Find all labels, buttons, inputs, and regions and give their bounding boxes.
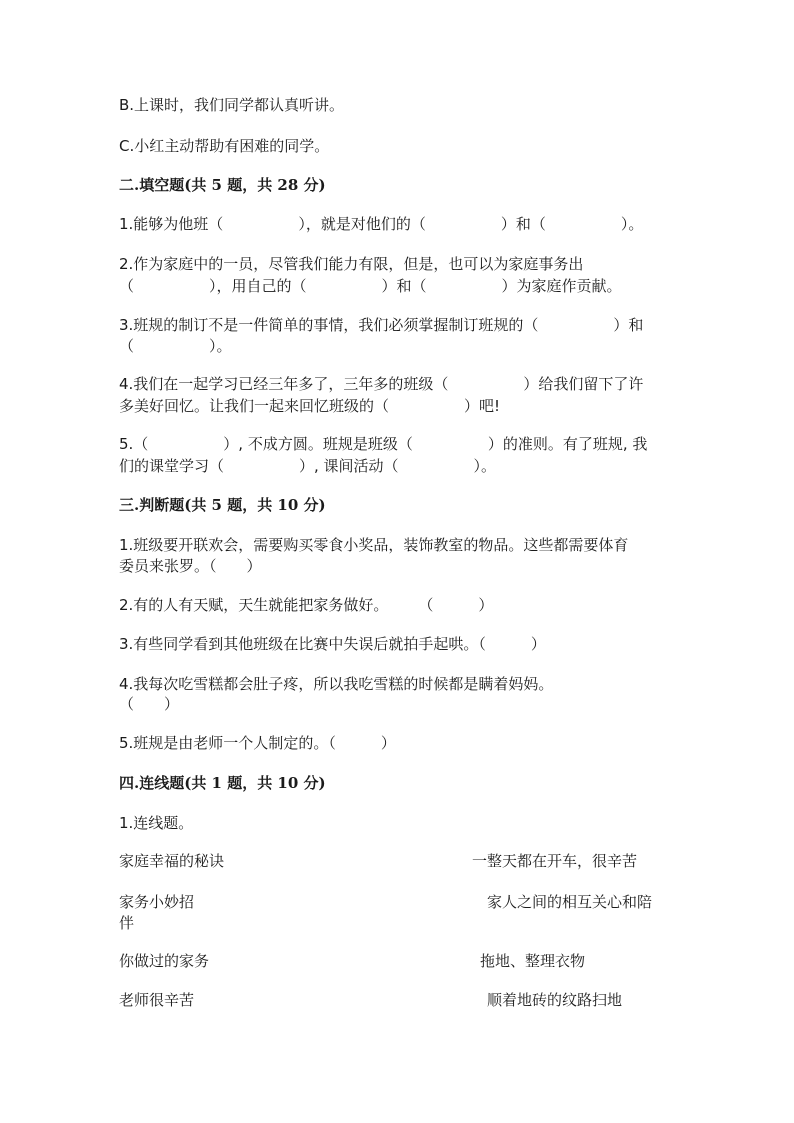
judge-q1-line1: 1.班级要开联欢会，需要购买零食小奖品，装饰教室的物品。这些都需要体育 [119,536,629,554]
match-q1: 1.连线题。 [119,814,194,832]
fill-q4-line1: 4.我们在一起学习已经三年多了，三年多的班级（ ）给我们留下了许 [119,375,644,393]
fill-q1: 1.能够为他班（ ），就是对他们的（ ）和（ ）。 [119,215,644,233]
match-left-item: 家庭幸福的秘诀 [119,852,225,870]
judge-q4-line2: （ ） [119,695,180,713]
match-left-item: 老师很辛苦 [119,991,195,1009]
judge-q4-line1: 4.我每次吃雪糕都会肚子疼，所以我吃雪糕的时候都是瞒着妈妈。 [119,675,554,693]
fill-q3-line2: （ ）。 [119,337,232,355]
fill-q2-line1: 2.作为家庭中的一员，尽管我们能力有限，但是，也可以为家庭事务出 [119,255,584,273]
section-3-title: 三.判断题(共 5 题，共 10 分) [119,496,326,514]
fill-q4-line2: 多美好回忆。让我们一起来回忆班级的（ ）吧! [119,397,501,415]
option-c: C.小红主动帮助有困难的同学。 [119,137,330,155]
match-left-item: 家务小妙招 [119,893,195,911]
match-left-item: 你做过的家务 [119,952,210,970]
option-b: B.上课时，我们同学都认真听讲。 [119,96,345,114]
judge-q3: 3.有些同学看到其他班级在比赛中失误后就拍手起哄。（ ） [119,635,546,653]
match-right-item: 顺着地砖的纹路扫地 [487,991,623,1009]
fill-q5-line1: 5.（ ）, 不成方圆。班规是班级（ ）的准则。有了班规, 我 [119,435,648,453]
match-right-item: 一整天都在开车，很辛苦 [472,852,638,870]
fill-q2-line2: （ ），用自己的（ ）和（ ）为家庭作贡献。 [119,277,622,295]
match-right-item: 家人之间的相互关心和陪 [487,893,653,911]
section-4-title: 四.连线题(共 1 题，共 10 分) [119,774,326,792]
fill-q3-line1: 3.班规的制订不是一件简单的事情，我们必须掌握制订班规的（ ）和 [119,316,644,334]
match-right-item: 拖地、整理衣物 [480,952,586,970]
judge-q5: 5.班规是由老师一个人制定的。（ ） [119,734,396,752]
fill-q5-line2: 们的课堂学习（ ）, 课间活动（ ）。 [119,457,497,475]
judge-q1-line2: 委员来张罗。（ ） [119,557,262,575]
match-left-item-wrap: 伴 [119,914,135,932]
section-2-title: 二.填空题(共 5 题，共 28 分) [119,176,326,194]
judge-q2: 2.有的人有天赋，天生就能把家务做好。 （ ） [119,596,494,614]
